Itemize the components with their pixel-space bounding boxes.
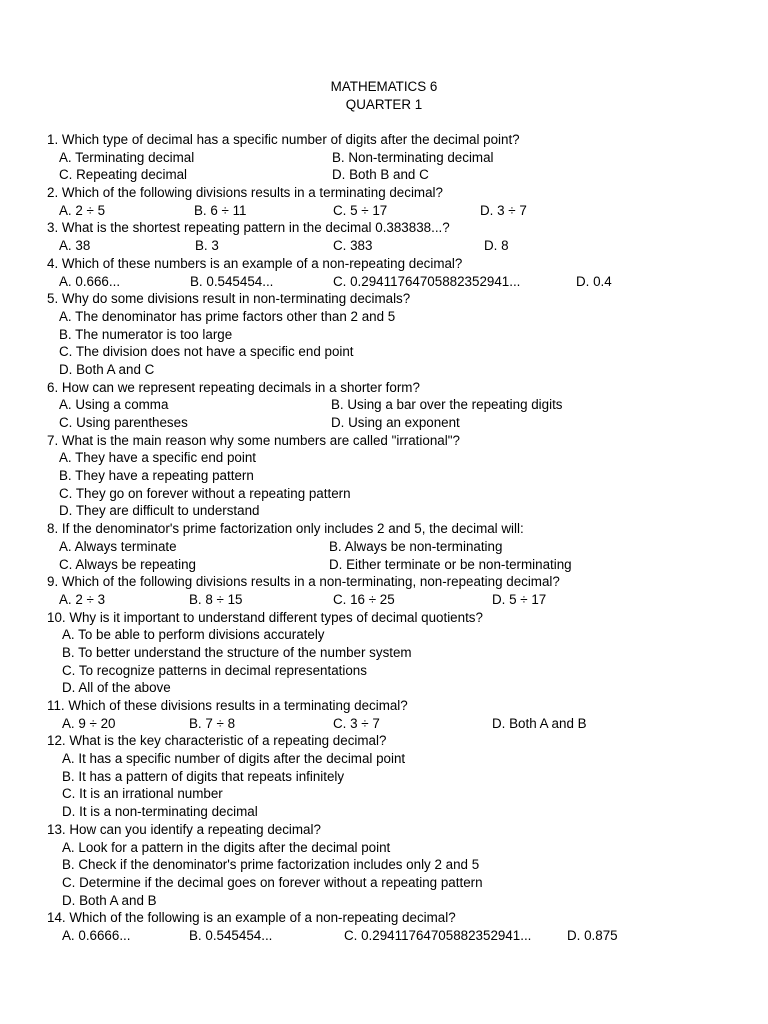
question-13-option-d: D. Both A and B — [62, 892, 157, 908]
question-12-text: 12. What is the key characteristic of a repeating decimal? — [47, 733, 387, 749]
question-5-option-b: B. The numerator is too large — [59, 326, 233, 342]
question-2-option-c: C. 5 ÷ 17 — [333, 202, 388, 218]
question-6-options-row2 — [47, 414, 747, 432]
question-1-options-row2 — [47, 166, 747, 184]
document-title: MATHEMATICS 6 — [330, 79, 438, 94]
question-1-option-b: B. Non-terminating decimal — [332, 149, 494, 165]
question-6-text: 6. How can we represent repeating decimals in a shorter form? — [47, 379, 420, 395]
question-10-option-b: B. To better understand the structure of the number system — [62, 644, 412, 660]
question-7-option-d: D. They are difficult to understand — [59, 503, 260, 519]
question-14-text: 14. Which of the following is an example of a non-repeating decimal? — [47, 910, 456, 926]
question-13-option-c: C. Determine if the decimal goes on forever without a repeating pattern — [62, 874, 483, 890]
question-10-option-a: A. To be able to perform divisions accurately — [62, 627, 325, 643]
question-6-options-row1 — [47, 396, 747, 414]
question-9-option-b: B. 8 ÷ 15 — [189, 591, 243, 607]
question-list — [47, 131, 747, 945]
question-1-text: 1. Which type of decimal has a specific number of digits after the decimal point? — [47, 132, 520, 147]
question-11-option-c: C. 3 ÷ 7 — [333, 715, 380, 731]
question-13-option-a: A. Look for a pattern in the digits after the decimal point — [62, 839, 391, 855]
question-10-text: 10. Why is it important to understand different types of decimal quotients? — [47, 609, 483, 625]
question-14-options — [47, 927, 747, 945]
question-6-option-d: D. Using an exponent — [331, 415, 460, 430]
question-3-options — [47, 237, 747, 255]
question-12-option-a: A. It has a specific number of digits after the decimal point — [62, 751, 406, 767]
question-9-options — [47, 591, 747, 609]
question-2-option-a: A. 2 ÷ 5 — [59, 202, 106, 218]
question-14-option-c: C. 0.29411764705882352941... — [344, 927, 532, 943]
question-4-option-a: A. 0.666... — [59, 273, 121, 289]
question-14-option-d: D. 0.875 — [567, 927, 618, 943]
question-9-option-a: A. 2 ÷ 3 — [59, 591, 106, 607]
question-11-options — [47, 715, 747, 733]
question-4-options — [47, 273, 747, 291]
question-3-option-c: C. 383 — [333, 238, 373, 254]
question-8-option-a: A. Always terminate — [59, 538, 177, 554]
question-5-option-c: C. The division does not have a specific end point — [59, 344, 354, 360]
question-3-option-a: A. 38 — [59, 238, 91, 254]
question-8-option-c: C. Always be repeating — [59, 556, 196, 572]
question-13-option-b: B. Check if the denominator's prime factorization includes only 2 and 5 — [62, 857, 480, 873]
question-10-option-d: D. All of the above — [62, 680, 171, 696]
question-2-options — [47, 202, 747, 220]
question-4-option-c: C. 0.29411764705882352941... — [333, 273, 521, 289]
question-8-options-row1 — [47, 538, 747, 556]
question-4-text: 4. Which of these numbers is an example of a non-repeating decimal? — [47, 255, 463, 271]
question-7-text: 7. What is the main reason why some numbers are called "irrational"? — [47, 432, 460, 448]
question-8-option-d: D. Either terminate or be non-terminating — [329, 556, 572, 572]
question-6-option-b: B. Using a bar over the repeating digits — [331, 397, 563, 413]
question-2-text: 2. Which of the following divisions results in a terminating decimal? — [47, 185, 443, 201]
question-1-options-row1 — [47, 149, 747, 167]
question-4-option-d: D. 0.4 — [576, 273, 612, 289]
question-5-option-a: A. The denominator has prime factors other than 2 and 5 — [59, 308, 396, 324]
question-9-option-d: D. 5 ÷ 17 — [492, 591, 547, 607]
question-1-option-c: C. Repeating decimal — [59, 167, 188, 183]
question-13-text: 13. How can you identify a repeating decimal? — [47, 821, 321, 837]
question-14-option-a: A. 0.6666... — [62, 927, 131, 943]
question-5-option-d: D. Both A and C — [59, 361, 155, 377]
question-10-option-c: C. To recognize patterns in decimal representations — [62, 662, 367, 678]
question-12-option-b: B. It has a pattern of digits that repeats infinitely — [62, 768, 345, 784]
question-5-text: 5. Why do some divisions result in non-terminating decimals? — [47, 291, 411, 307]
question-3-text: 3. What is the shortest repeating pattern in the decimal 0.383838...? — [47, 220, 450, 236]
question-11-text: 11. Which of these divisions results in a terminating decimal? — [47, 698, 408, 713]
question-2-option-d: D. 3 ÷ 7 — [480, 202, 527, 218]
question-4-option-b: B. 0.545454... — [190, 273, 274, 289]
question-8-option-b: B. Always be non-terminating — [329, 538, 503, 554]
question-14-option-b: B. 0.545454... — [189, 927, 273, 943]
question-3-option-b: B. 3 — [195, 238, 219, 254]
document-subtitle: QUARTER 1 — [345, 96, 423, 112]
question-3-option-d: D. 8 — [484, 238, 509, 254]
question-8-options-row2 — [47, 556, 747, 574]
question-8-text: 8. If the denominator's prime factorization only includes 2 and 5, the decimal will: — [47, 521, 524, 537]
question-1-option-a: A. Terminating decimal — [59, 149, 195, 165]
question-12-option-d: D. It is a non-terminating decimal — [62, 804, 258, 820]
question-6-option-c: C. Using parentheses — [59, 415, 188, 430]
question-9-text: 9. Which of the following divisions results in a non-terminating, non-repeating decimal? — [47, 574, 560, 590]
question-12-option-c: C. It is an irrational number — [62, 786, 223, 802]
question-7-option-c: C. They go on forever without a repeating pattern — [59, 485, 351, 501]
question-7-option-b: B. They have a repeating pattern — [59, 468, 254, 484]
question-9-option-c: C. 16 ÷ 25 — [333, 591, 395, 607]
question-11-option-a: A. 9 ÷ 20 — [62, 715, 116, 731]
document-header — [0, 78, 768, 113]
question-7-option-a: A. They have a specific end point — [59, 450, 257, 466]
question-11-option-d: D. Both A and B — [492, 715, 587, 731]
question-6-option-a: A. Using a comma — [59, 397, 169, 413]
question-1-option-d: D. Both B and C — [332, 167, 429, 183]
question-2-option-b: B. 6 ÷ 11 — [194, 202, 247, 218]
question-11-option-b: B. 7 ÷ 8 — [189, 715, 236, 731]
